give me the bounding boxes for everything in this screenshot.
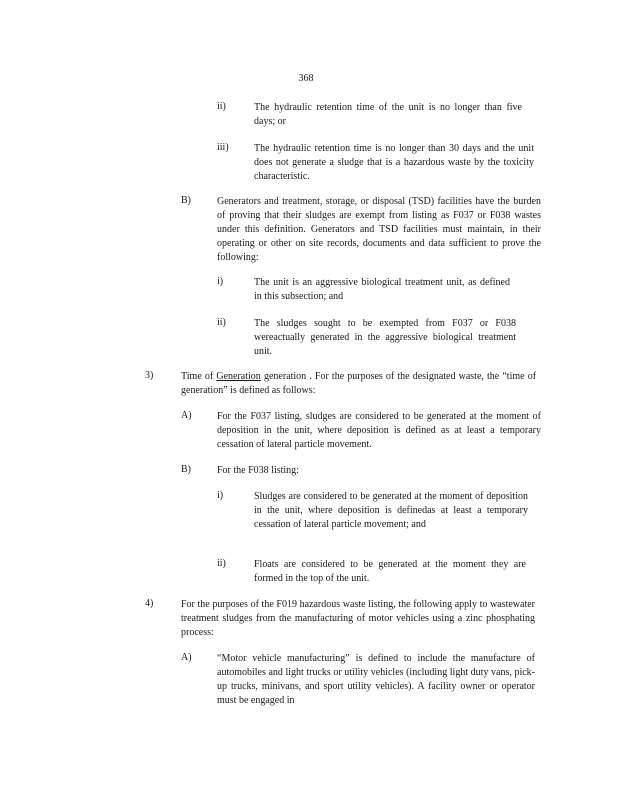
item-label: A) [181,652,192,663]
item-text-pre: Time of [181,371,214,382]
item-label: B) [181,464,191,475]
item-label: i) [217,490,224,501]
item-label: ii) [217,558,226,569]
item-label: iii) [217,142,229,153]
page-number: 368 [298,73,314,84]
item-text: The unit is an aggressive biological treatment unit, as defined in this subsection; and [254,277,510,302]
item-label: A) [181,410,192,421]
item-text [181,370,536,398]
item-label: ii) [217,101,226,112]
item-text: The hydraulic retention time of the unit is no longer than five days; or [254,102,522,127]
item-text-underlined: Generation [216,371,261,382]
item-label: i) [217,276,224,287]
item-text: For the purposes of the F019 hazardous waste listing, the following apply to wastewater treatment sludges from the manufacturing of motor vehicles using a zinc phosphating process: [181,599,535,638]
item-label: 4) [145,598,154,609]
item-text: “Motor vehicle manufacturing” is defined to include the manufacture of automobiles and light trucks or utility vehicles (including light duty vans, pick-up trucks, minivans, and sport utility vehicles). A facility owner or operator must be engaged in [217,653,535,706]
item-text: For the F038 listing: [217,465,299,476]
item-text: Floats are considered to be generated at the moment they are formed in the top of the unit. [254,559,526,584]
item-text: For the F037 listing, sludges are considered to be generated at the moment of deposition in the unit, where deposition is defined as at least a temporary cessation of lateral particle movement. [217,411,541,450]
item-text-post: generation . For the purposes of the designated waste, the “time of generation” is defined as follows: [181,371,537,396]
item-text: The sludges sought to be exempted from F037 or F038 wereactually generated in the aggressive biological treatment unit. [254,318,516,357]
item-text: Generators and treatment, storage, or disposal (TSD) facilities have the burden of proving that their sludges are exempt from listing as F037 or F038 wastes under this definition. Generators and TSD facilities must maintain, in their operating or other on site records, documents and data sufficient to prove the following: [217,196,541,263]
item-label: ii) [217,317,226,328]
item-label: 3) [145,370,154,381]
item-text: The hydraulic retention time is no longer than 30 days and the unit does not generate a sludge that is a hazardous waste by the toxicity characteristic. [254,143,534,182]
item-text: Sludges are considered to be generated at the moment of deposition in the unit, where deposition is definedas at least a temporary cessation of lateral particle movement; and [254,491,528,530]
item-label: B) [181,195,191,206]
